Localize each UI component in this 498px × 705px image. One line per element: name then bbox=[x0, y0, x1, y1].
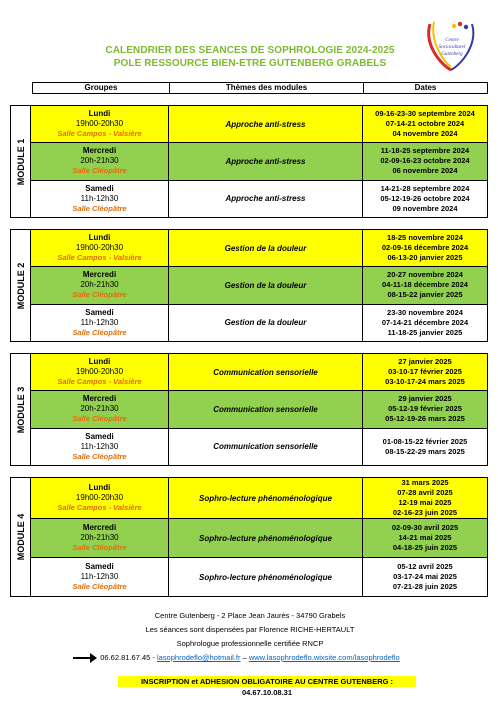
date-line: 04-18-25 juin 2025 bbox=[392, 543, 458, 552]
module-label-cell bbox=[11, 106, 31, 217]
logo-line3: Gutenberg bbox=[441, 52, 463, 57]
group-day: Mercredi bbox=[82, 523, 117, 532]
date-line: 04-11-18 décembre 2024 bbox=[382, 280, 468, 290]
registration-notice: INSCRIPTION et ADHESION OBLIGATOIRE AU CENTRE GUTENBERG : 04.67.10.08.31 bbox=[118, 676, 416, 687]
date-line: 11-18-25 septembre 2024 bbox=[380, 146, 470, 156]
date-line: 23-30 novembre 2024 bbox=[387, 307, 463, 317]
date-line: 14-21 mai 2025 bbox=[398, 533, 452, 542]
group-day: Samedi bbox=[85, 431, 114, 441]
logo-line1: Centre bbox=[445, 38, 459, 43]
date-line: 07-21-28 juin 2025 bbox=[392, 582, 458, 591]
theme-cell: Sophro-lecture phénoménologique bbox=[169, 558, 363, 596]
date-line: 07-28 avril 2025 bbox=[397, 488, 453, 497]
module-label-cell bbox=[11, 354, 31, 465]
date-line: 02-09-16-23 octobre 2024 bbox=[380, 156, 470, 166]
group-cell bbox=[31, 478, 169, 518]
table-row bbox=[31, 106, 487, 143]
dates-cell bbox=[363, 267, 487, 303]
group-cell bbox=[31, 519, 169, 557]
email-link[interactable]: lasophrodeflo@hotmail.fr bbox=[156, 653, 241, 662]
group-room: Salle Cléopâtre bbox=[72, 582, 127, 591]
date-line: 27 janvier 2025 bbox=[398, 357, 452, 367]
date-line: 31 mars 2025 bbox=[401, 478, 449, 487]
table-row bbox=[31, 391, 487, 428]
group-time: 11h-12h30 bbox=[80, 441, 119, 451]
theme-cell: Gestion de la douleur bbox=[169, 305, 363, 341]
date-line: 03-10-17 février 2025 bbox=[388, 367, 462, 377]
dates-cell bbox=[363, 230, 487, 266]
dates-cell bbox=[363, 478, 487, 518]
theme-cell: Communication sensorielle bbox=[169, 354, 363, 390]
group-room: Salle Campos - Valsière bbox=[57, 503, 142, 512]
date-line: 07-14-21 décembre 2024 bbox=[381, 317, 469, 327]
date-line: 05-12-19 février 2025 bbox=[388, 404, 462, 414]
theme-cell: Approche anti-stress bbox=[169, 181, 363, 217]
date-line: 06 novembre 2024 bbox=[392, 166, 458, 176]
module-block bbox=[10, 477, 488, 597]
theme-cell: Sophro-lecture phénoménologique bbox=[169, 519, 363, 557]
group-time: 20h-21h30 bbox=[80, 533, 119, 542]
group-room: Salle Campos - Valsière bbox=[57, 129, 142, 139]
date-line: 08-15-22-29 mars 2025 bbox=[385, 446, 465, 456]
group-cell bbox=[31, 558, 169, 596]
dates-cell bbox=[363, 106, 487, 142]
group-cell bbox=[31, 429, 169, 465]
group-room: Salle Cléopâtre bbox=[72, 327, 127, 337]
module-block bbox=[10, 105, 488, 218]
dates-cell bbox=[363, 391, 487, 427]
date-line: 05-12 avril 2025 bbox=[397, 562, 453, 571]
group-day: Lundi bbox=[88, 109, 111, 119]
date-line: 08-15-22 janvier 2025 bbox=[387, 290, 463, 300]
group-day: Lundi bbox=[88, 357, 111, 367]
module-label-cell bbox=[11, 230, 31, 341]
table-row bbox=[31, 143, 487, 180]
header-themes: Thèmes des modules bbox=[170, 82, 364, 94]
table-row bbox=[31, 478, 487, 519]
theme-cell: Gestion de la douleur bbox=[169, 267, 363, 303]
date-line: 05-12-19-26 octobre 2024 bbox=[380, 193, 470, 203]
dates-cell bbox=[363, 181, 487, 217]
group-time: 19h00-20h30 bbox=[75, 119, 124, 129]
dates-cell bbox=[363, 305, 487, 341]
module-label: MODULE 4 bbox=[15, 513, 26, 561]
group-cell bbox=[31, 143, 169, 179]
date-line: 18-25 novembre 2024 bbox=[387, 233, 463, 243]
date-line: 06-13-20 janvier 2025 bbox=[387, 253, 463, 263]
group-cell bbox=[31, 354, 169, 390]
footer-contact bbox=[40, 653, 460, 662]
group-cell bbox=[31, 230, 169, 266]
group-time: 11h-12h30 bbox=[80, 193, 119, 203]
page-title: CALENDRIER DES SEANCES DE SOPHROLOGIE 2024-2025 bbox=[105, 45, 395, 56]
group-day: Lundi bbox=[88, 483, 111, 492]
date-line: 03-17-24 mai 2025 bbox=[393, 572, 457, 581]
theme-cell: Communication sensorielle bbox=[169, 391, 363, 427]
group-day: Mercredi bbox=[82, 270, 117, 280]
page-subtitle: POLE RESSOURCE BIEN-ETRE GUTENBERG GRABELS bbox=[113, 58, 387, 69]
table-row bbox=[31, 305, 487, 341]
module-block bbox=[10, 229, 488, 342]
date-line: 02-16-23 juin 2025 bbox=[392, 508, 458, 517]
module-label: MODULE 3 bbox=[15, 386, 26, 433]
theme-cell: Gestion de la douleur bbox=[169, 230, 363, 266]
group-time: 20h-21h30 bbox=[80, 280, 119, 290]
date-line: 12-19 mai 2025 bbox=[398, 498, 452, 507]
website-link[interactable]: www.lasophrodeflo.wixsite.com/lasophrodeflo bbox=[248, 653, 400, 662]
group-day: Lundi bbox=[88, 233, 111, 243]
group-room: Salle Cléopâtre bbox=[72, 290, 127, 300]
group-time: 19h00-20h30 bbox=[75, 493, 124, 502]
date-line: 09 novembre 2024 bbox=[392, 203, 458, 213]
date-line: 05-12-19-26 mars 2025 bbox=[385, 414, 465, 424]
group-cell bbox=[31, 391, 169, 427]
table-header bbox=[10, 82, 488, 94]
group-day: Mercredi bbox=[82, 394, 117, 404]
date-line: 09-16-23-30 septembre 2024 bbox=[375, 109, 475, 119]
table-row bbox=[31, 230, 487, 267]
date-line: 29 janvier 2025 bbox=[398, 394, 452, 404]
theme-cell: Approche anti-stress bbox=[169, 143, 363, 179]
header-groupes: Groupes bbox=[32, 82, 170, 94]
group-cell bbox=[31, 267, 169, 303]
logo-line2: Socioculturel bbox=[438, 45, 466, 50]
date-line: 07-14-21 octobre 2024 bbox=[385, 119, 465, 129]
group-cell bbox=[31, 106, 169, 142]
date-line: 02-09-16 décembre 2024 bbox=[381, 243, 469, 253]
group-day: Samedi bbox=[85, 183, 114, 193]
table-row bbox=[31, 267, 487, 304]
table-row bbox=[31, 354, 487, 391]
group-time: 20h-21h30 bbox=[80, 404, 119, 414]
group-day: Samedi bbox=[85, 562, 114, 571]
table-row bbox=[31, 429, 487, 465]
module-label-cell bbox=[11, 478, 31, 596]
date-line: 20-27 novembre 2024 bbox=[387, 270, 463, 280]
footer-sep: – bbox=[240, 653, 249, 662]
date-line: 04 novembre 2024 bbox=[392, 129, 458, 139]
footer-certification: Sophrologue professionnelle certifiée RNCP bbox=[176, 639, 324, 648]
table-row bbox=[31, 519, 487, 558]
group-room: Salle Campos - Valsière bbox=[57, 253, 142, 263]
group-time: 11h-12h30 bbox=[80, 572, 119, 581]
dates-cell bbox=[363, 519, 487, 557]
group-day: Samedi bbox=[85, 307, 114, 317]
footer-facilitator: Les séances sont dispensées par Florence RICHE-HERTAULT bbox=[145, 625, 355, 634]
group-room: Salle Campos - Valsière bbox=[57, 377, 142, 387]
date-line: 02-09-30 avril 2025 bbox=[391, 523, 459, 532]
group-time: 19h00-20h30 bbox=[75, 243, 124, 253]
date-line: 03-10-17-24 mars 2025 bbox=[385, 377, 465, 387]
module-block bbox=[10, 353, 488, 466]
module-label: MODULE 1 bbox=[15, 138, 26, 185]
dates-cell bbox=[363, 143, 487, 179]
group-day: Mercredi bbox=[82, 146, 117, 156]
footer-address: Centre Gutenberg - 2 Place Jean Jaurès - 34790 Grabels bbox=[154, 611, 346, 620]
group-room: Salle Cléopâtre bbox=[72, 414, 127, 424]
dates-cell bbox=[363, 354, 487, 390]
module-label: MODULE 2 bbox=[15, 262, 26, 309]
table-row bbox=[31, 558, 487, 596]
group-time: 11h-12h30 bbox=[80, 317, 119, 327]
group-room: Salle Cléopâtre bbox=[72, 451, 127, 461]
group-cell bbox=[31, 305, 169, 341]
group-room: Salle Cléopâtre bbox=[72, 166, 127, 176]
footer-phone: 06.62.81.67.45 - bbox=[100, 653, 157, 662]
dates-cell bbox=[363, 429, 487, 465]
group-time: 20h-21h30 bbox=[80, 156, 119, 166]
group-cell bbox=[31, 181, 169, 217]
table-row bbox=[31, 181, 487, 217]
date-line: 01-08-15-22 février 2025 bbox=[382, 436, 468, 446]
date-line: 14-21-28 septembre 2024 bbox=[380, 183, 470, 193]
group-room: Salle Cléopâtre bbox=[72, 203, 127, 213]
dates-cell bbox=[363, 558, 487, 596]
group-room: Salle Cléopâtre bbox=[72, 543, 127, 552]
theme-cell: Communication sensorielle bbox=[169, 429, 363, 465]
theme-cell: Sophro-lecture phénoménologique bbox=[169, 478, 363, 518]
theme-cell: Approche anti-stress bbox=[169, 106, 363, 142]
group-time: 19h00-20h30 bbox=[75, 367, 124, 377]
date-line: 11-18-25 janvier 2025 bbox=[387, 327, 463, 337]
header-dates: Dates bbox=[364, 82, 488, 94]
